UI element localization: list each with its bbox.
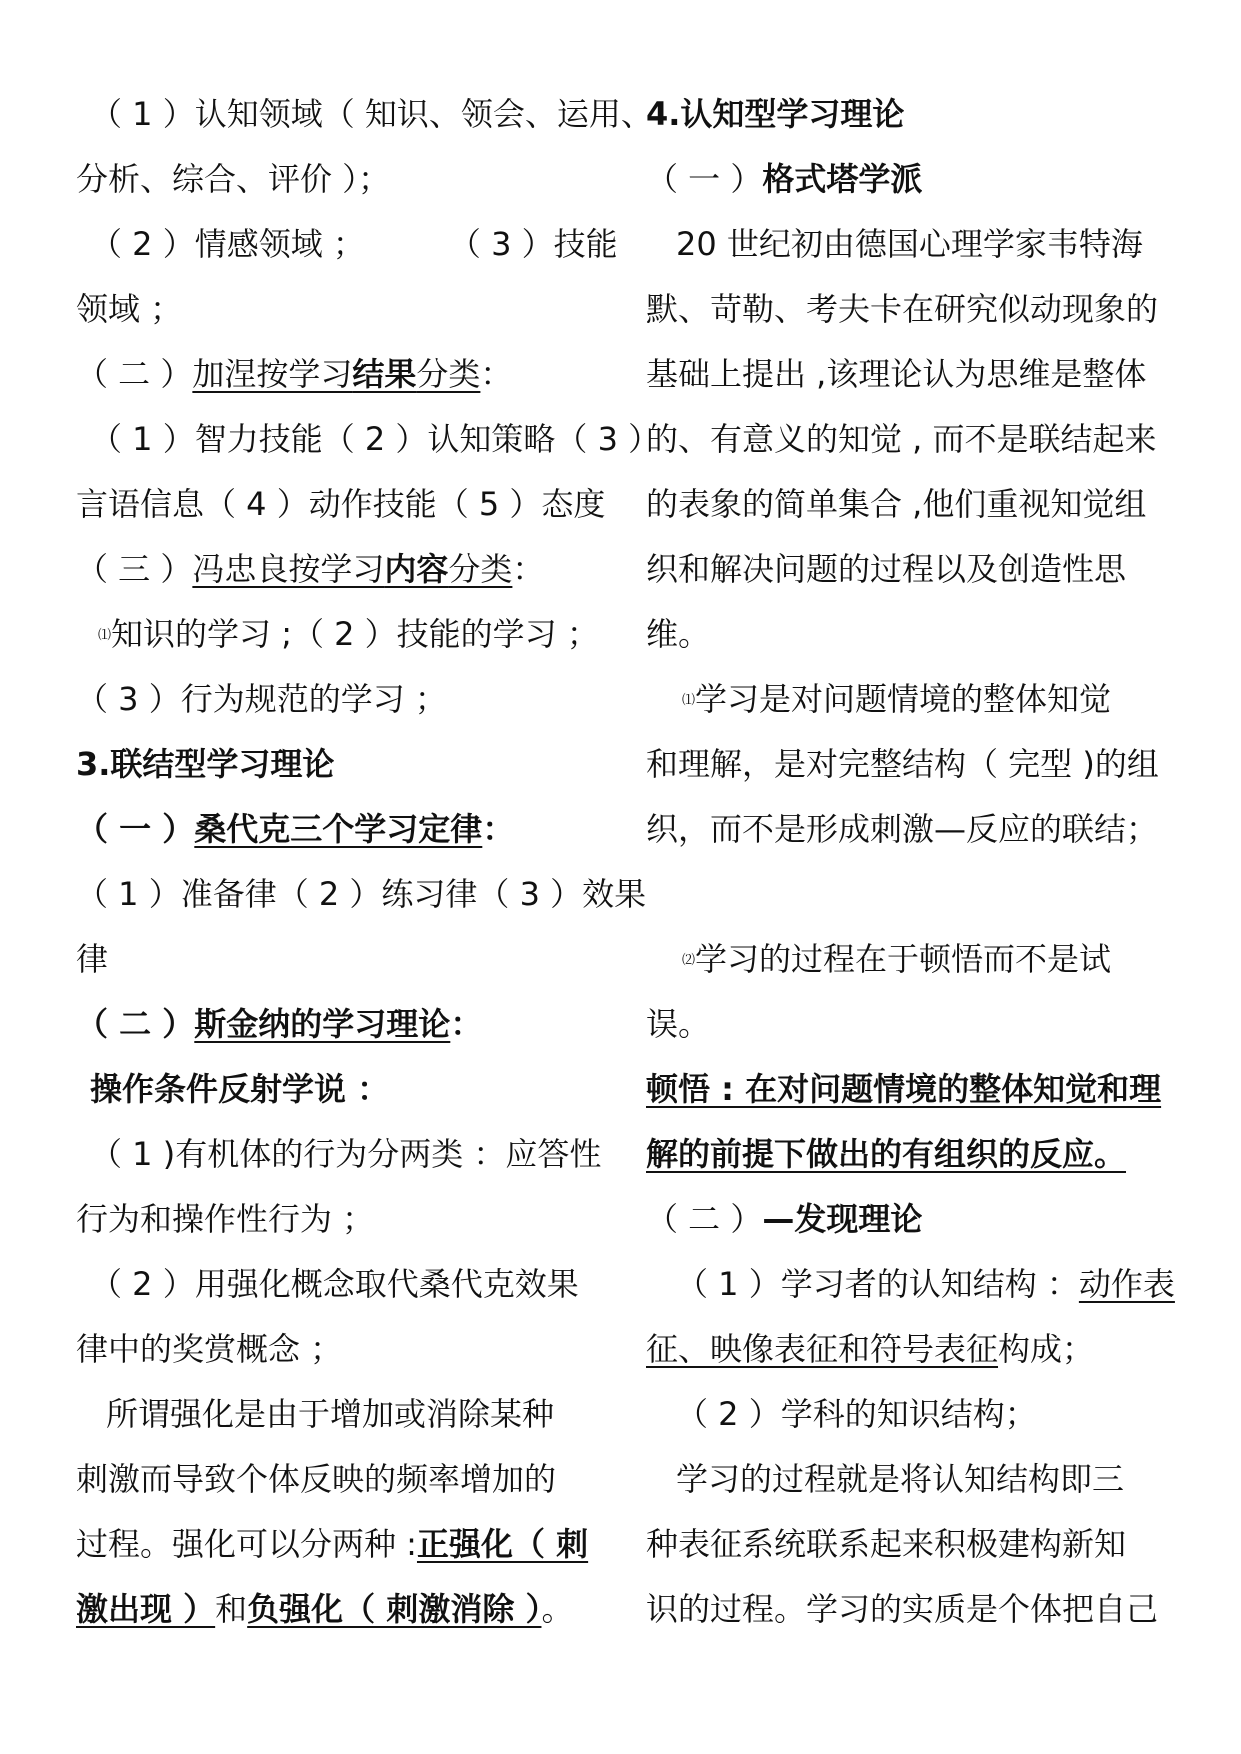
underlined-bold-text: 激出现 ） — [76, 1590, 216, 1628]
bold-text: —发现理论 — [762, 1200, 923, 1238]
subheading-thorndike — [76, 797, 610, 862]
text-line — [646, 927, 1178, 992]
text-span: ： — [450, 1005, 483, 1043]
text-line — [76, 602, 610, 667]
text-span: 分类 — [448, 550, 513, 588]
section-heading-4: 4.认知型学习理论 — [646, 95, 905, 133]
text-line: 所谓强化是由于增加或消除某种 — [106, 1395, 555, 1433]
bold-text: 结果 — [352, 355, 417, 393]
underlined-text: 桑代克三个学习定律 — [194, 810, 483, 848]
subheading-discovery — [646, 1187, 1178, 1252]
text-line — [646, 1252, 1178, 1317]
subheading-fengzhongliang — [76, 537, 610, 602]
text-span: 。 — [541, 1590, 574, 1628]
bold-text: 内容 — [384, 550, 449, 588]
underlined-text — [192, 550, 512, 588]
underlined-bold-text: 正强化（ 刺 — [416, 1525, 589, 1563]
item-number: ⑵ — [682, 953, 696, 968]
text-span: （ 一 ） — [646, 160, 763, 198]
text-span: 学习的过程在于顿悟而不是试 — [695, 940, 1112, 978]
text-span: 构成； — [998, 1330, 1095, 1368]
underlined-text: 动作表 — [1078, 1265, 1175, 1303]
text-line: （ 2 ）学科的知识结构； — [676, 1395, 1037, 1433]
blank-line — [646, 862, 1178, 927]
text-line: （ 2 ）用强化概念取代桑代克效果 — [90, 1265, 579, 1303]
text-span: （ 1 ）学习者的认知结构 ： — [676, 1265, 1079, 1303]
text-line: 行为和操作性行为 ； — [76, 1200, 375, 1238]
text-line: 领域 ； — [76, 290, 183, 328]
text-span: ： — [482, 810, 515, 848]
text-line: （ 1 ）智力技能（ 2 ）认知策略（ 3 ） — [90, 420, 661, 458]
text-line: （ 1 ）认知领域（ 知识、领会、运用、 — [90, 95, 653, 133]
subheading-skinner — [76, 992, 610, 1057]
text-span: 加涅按学习 — [192, 355, 353, 393]
text-span: 知识的学习 ;（ 2 ）技能的学习 ； — [111, 615, 599, 653]
text-line: （ 1 )有机体的行为分两类 ：应答性 — [90, 1135, 602, 1173]
section-heading-3: 3.联结型学习理论 — [76, 745, 335, 783]
item-number: ⑴ — [98, 628, 112, 643]
subheading-operant: 操作条件反射学说 ： — [90, 1070, 390, 1108]
text-line: 识的过程。学习的实质是个体把自己 — [646, 1590, 1159, 1628]
definition-insight-cont: 解的前提下做出的有组织的反应。 — [646, 1135, 1127, 1173]
text-line: 织和解决问题的过程以及创造性思 — [646, 550, 1127, 588]
text-span: 分类 — [416, 355, 481, 393]
text-line: 分析、综合、评价 ）； — [76, 160, 391, 198]
text-line: 误。 — [646, 1005, 711, 1043]
text-span: 学习是对问题情境的整体知觉 — [695, 680, 1112, 718]
text-line: 的、有意义的知觉 , 而不是联结起来 — [646, 420, 1157, 458]
underlined-bold-text: 负强化（ 刺激消除 ） — [247, 1590, 542, 1628]
text-span: （ 2 ）情感领域 ； — [90, 225, 365, 263]
text-span: （ 二 ） — [76, 355, 193, 393]
text-span: （ 二 ） — [646, 1200, 763, 1238]
text-line: 维。 — [646, 615, 711, 653]
text-span: （ 一 ） — [76, 810, 195, 848]
text-span: ： — [512, 550, 545, 588]
text-line: 20 世纪初由德国心理学家韦特海 — [676, 225, 1143, 263]
definition-insight: 顿悟 : 在对问题情境的整体知觉和理 — [646, 1070, 1162, 1108]
text-line — [646, 667, 1178, 732]
text-line: 和理解，是对完整结构（ 完型 )的组 — [646, 745, 1159, 783]
text-span: （ 二 ） — [76, 1005, 195, 1043]
text-span: （ 三 ） — [76, 550, 193, 588]
text-line: 基础上提出 ,该理论认为思维是整体 — [646, 355, 1147, 393]
text-line: 默、苛勒、考夫卡在研究似动现象的 — [646, 290, 1159, 328]
text-line — [76, 212, 618, 277]
text-line: （ 3 ）行为规范的学习 ； — [76, 680, 447, 718]
text-line — [76, 1577, 610, 1642]
bold-text: 格式塔学派 — [762, 160, 923, 198]
text-line: 言语信息（ 4 ）动作技能（ 5 ）态度 — [76, 485, 606, 523]
text-line: 织，而不是形成刺激—反应的联结； — [646, 810, 1159, 848]
underlined-text — [192, 355, 480, 393]
text-line: 律中的奖赏概念 ； — [76, 1330, 343, 1368]
text-line: 的表象的简单集合 ,他们重视知觉组 — [646, 485, 1147, 523]
text-line: 刺激而导致个体反映的频率增加的 — [76, 1460, 557, 1498]
text-span: 和 — [215, 1590, 248, 1628]
text-line: 学习的过程就是将认知结构即三 — [676, 1460, 1125, 1498]
text-line: 种表征系统联系起来积极建构新知 — [646, 1525, 1127, 1563]
text-line: 律 — [76, 940, 109, 978]
text-span: （ 3 ）技能 — [464, 225, 618, 263]
right-column — [646, 82, 1178, 1642]
text-line — [646, 1317, 1178, 1382]
text-span: 过程。强化可以分两种 : — [76, 1525, 417, 1563]
text-span: 冯忠良按学习 — [192, 550, 385, 588]
text-line: （ 1 ）准备律（ 2 ）练习律（ 3 ）效果 — [76, 875, 647, 913]
text-span: ： — [480, 355, 513, 393]
subheading-gestalt — [646, 147, 1178, 212]
item-number: ⑴ — [682, 693, 696, 708]
left-column — [76, 82, 661, 1642]
underlined-text: 斯金纳的学习理论 — [194, 1005, 451, 1043]
underlined-text: 征、映像表征和符号表征 — [646, 1330, 999, 1368]
text-line — [76, 1512, 610, 1577]
subheading-jiane — [76, 342, 610, 407]
